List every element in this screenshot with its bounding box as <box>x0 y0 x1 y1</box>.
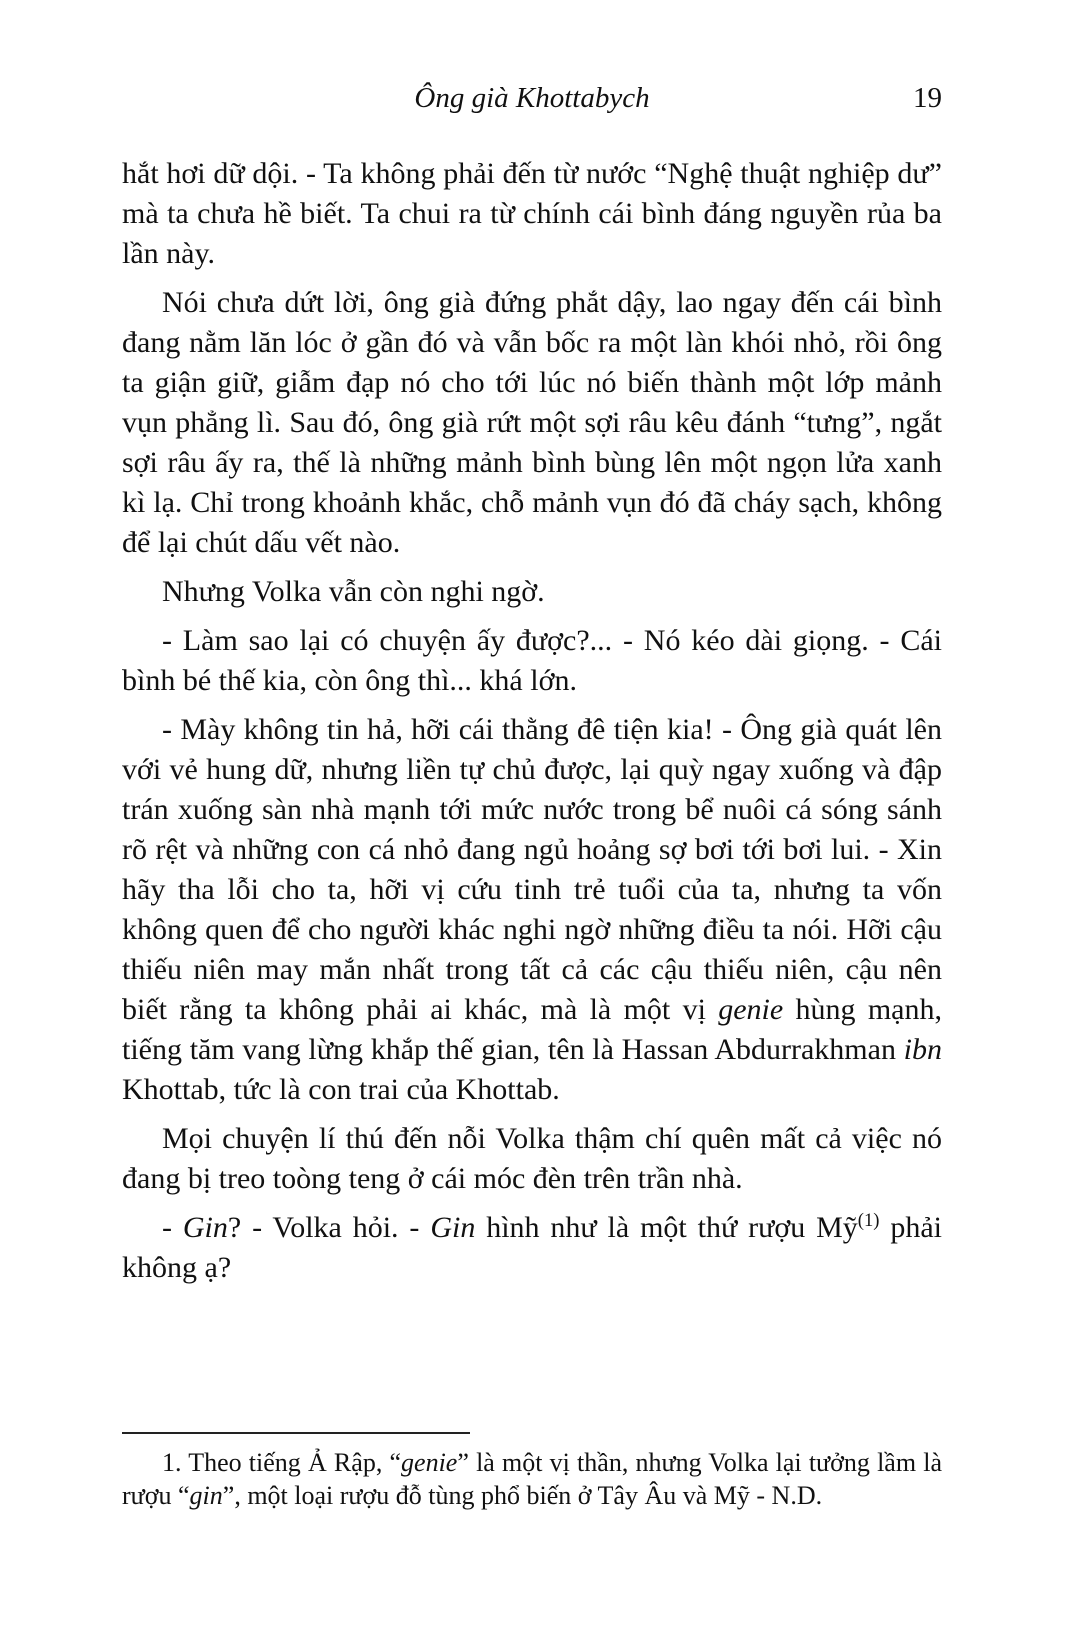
body-text <box>122 154 942 1297</box>
italic-text: genie <box>401 1448 458 1477</box>
paragraph-4: - Làm sao lại có chuyện ấy được?... - Nó kéo dài giọng. - Cái bình bé thế kia, còn ông thì... khá lớn. <box>122 624 942 697</box>
italic-text: ibn <box>903 1033 942 1066</box>
italic-text: Gin <box>182 1211 228 1244</box>
paragraph-3: Nhưng Volka vẫn còn nghi ngờ. <box>162 575 545 608</box>
paragraph-1: hắt hơi dữ dội. - Ta không phải đến từ nước “Nghệ thuật nghiệp dư” mà ta chưa hề biết. Ta chui ra từ chính cái bình đáng nguyền rủa ba lần này. <box>122 157 942 270</box>
footnote-divider <box>122 1432 470 1434</box>
paragraph-2: Nói chưa dứt lời, ông già đứng phắt dậy, lao ngay đến cái bình đang nằm lăn lóc ở gần đó và vẫn bốc ra một làn khói nhỏ, rồi ông ta giận giữ, giẫm đạp nó cho tới lúc nó biến thành một lớp mảnh vụn phẳng lì. Sau đó, ông già rứt một sợi râu kêu đánh “tưng”, ngắt sợi râu ấy ra, thế là những mảnh bình bùng lên một ngọn lửa xanh kì lạ. Chỉ trong khoảnh khắc, chỗ mảnh vụn đó đã cháy sạch, không để lại chút dấu vết nào. <box>122 286 942 559</box>
italic-text: genie <box>718 993 784 1026</box>
footnote-area <box>122 1432 942 1512</box>
footnote-reference: (1) <box>857 1210 880 1231</box>
running-title: Ông già Khottabych <box>414 82 650 114</box>
page-number: 19 <box>913 82 942 114</box>
italic-text: Gin <box>430 1211 476 1244</box>
italic-text: gin <box>189 1481 223 1510</box>
paragraph-6: Mọi chuyện lí thú đến nỗi Volka thậm chí quên mất cả việc nó đang bị treo toòng teng ở cái móc đèn trên trần nhà. <box>122 1122 942 1195</box>
footnote-text: 1. Theo tiếng Ả Rập, “genie” là một vị thần, nhưng Volka lại tưởng lầm là rượu “gin”, một loại rượu đỗ tùng phổ biến ở Tây Âu và Mỹ - N.D. <box>122 1448 943 1510</box>
page-header <box>122 82 942 122</box>
paragraph-5: - Mày không tin hả, hỡi cái thằng đê tiện kia! - Ông già quát lên với vẻ hung dữ, nhưng liền tự chủ được, lại quỳ ngay xuống và đập trán xuống sàn nhà mạnh tới mức nước trong bể nuôi cá sóng sánh rõ rệt và những con cá nhỏ đang ngủ hoảng sợ bơi tới bơi lui. - Xin hãy tha lỗi cho ta, hỡi vị cứu tinh trẻ tuổi của ta, nhưng ta vốn không quen để cho người khác nghi ngờ những điều ta nói. Hỡi cậu thiếu niên may mắn nhất trong tất cả các cậu thiếu niên, cậu nên biết rằng ta không phải ai khác, mà là một vị genie hùng mạnh, tiếng tăm vang lừng khắp thế gian, tên là Hassan Abdurrakhman ibn Khottab, tức là con trai của Khottab. <box>122 713 942 1106</box>
paragraph-7: - Gin? - Volka hỏi. - Gin hình như là một thứ rượu Mỹ$^{(1)}$ phải không ạ? <box>122 1210 942 1284</box>
